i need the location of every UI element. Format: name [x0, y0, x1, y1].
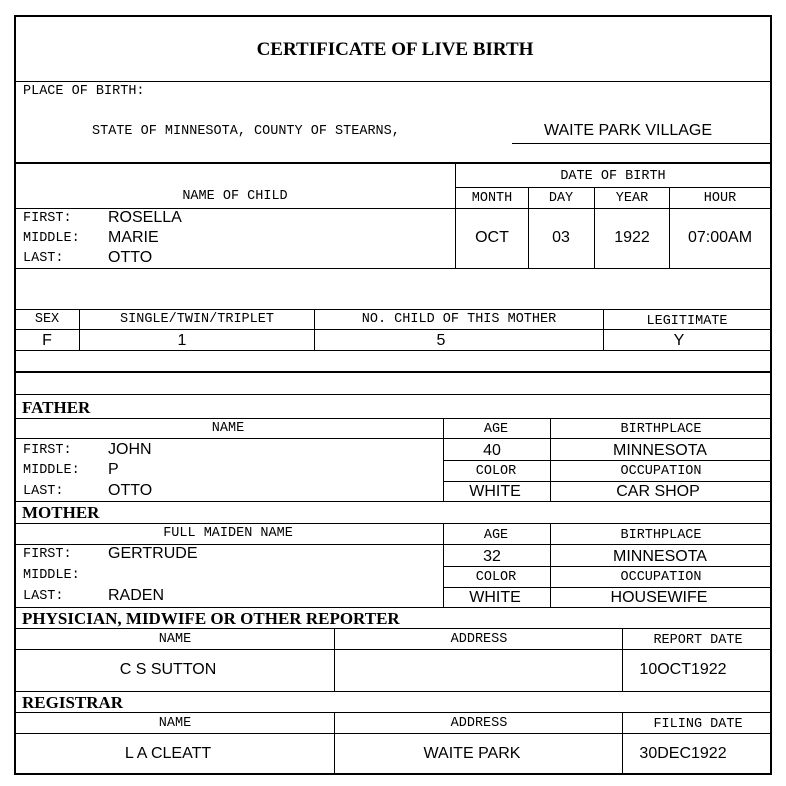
registrar-address-label: ADDRESS: [450, 716, 508, 731]
child-last: OTTO: [108, 249, 153, 266]
rule-physician-header: [16, 649, 770, 650]
rule-dob-header: [455, 187, 770, 188]
col-day-year: [594, 187, 595, 268]
rule-father-header: [16, 438, 770, 439]
col-father-name: [443, 418, 444, 501]
physician-address-label: ADDRESS: [450, 632, 508, 647]
father-color-label: COLOR: [475, 464, 517, 479]
father-color: WHITE: [469, 483, 521, 500]
plurality-value: 1: [177, 332, 187, 349]
sex-label: SEX: [34, 312, 60, 327]
father-first-label: FIRST:: [23, 443, 72, 458]
mother-color-label: COLOR: [475, 570, 517, 585]
father-last: OTTO: [108, 482, 153, 499]
col-child-dob: [455, 164, 456, 268]
col-father-age: [550, 418, 551, 501]
father-occupation-label: OCCUPATION: [620, 464, 702, 479]
mother-first-label: FIRST:: [23, 547, 72, 562]
col-plurality: [314, 309, 315, 350]
mother-middle-label: MIDDLE:: [23, 568, 80, 583]
father-last-label: LAST:: [23, 484, 64, 499]
rule-father-row-2: [443, 481, 770, 482]
place-locality: WAITE PARK VILLAGE: [543, 122, 713, 139]
place-state-county: STATE OF MINNESOTA, COUNTY OF STEARNS,: [92, 124, 400, 139]
registrar-name-label: NAME: [158, 716, 192, 731]
dob-header: DATE OF BIRTH: [560, 169, 666, 184]
rule-under-child: [16, 268, 770, 269]
dob-month: OCT: [475, 229, 509, 246]
father-middle-label: MIDDLE:: [23, 463, 80, 478]
registrar-date-label: FILING DATE: [653, 717, 743, 732]
rule-under-physician: [16, 691, 770, 692]
rule-under-details: [16, 350, 770, 351]
rule-father-title: [16, 418, 770, 419]
rule-separator-2: [16, 394, 770, 395]
father-age: 40: [483, 442, 501, 459]
col-physician-name: [334, 628, 335, 691]
child-middle: MARIE: [108, 229, 159, 246]
registrar-section-title: REGISTRAR: [22, 693, 124, 712]
col-year-hour: [669, 187, 670, 268]
mother-age-label: AGE: [483, 528, 509, 543]
child-number-value: 5: [436, 332, 446, 349]
physician-section-title: PHYSICIAN, MIDWIFE OR OTHER REPORTER: [22, 609, 400, 628]
mother-occupation-label: OCCUPATION: [620, 570, 702, 585]
rule-physician-title: [16, 628, 770, 629]
col-childnumber: [603, 309, 604, 350]
rule-father-row-1: [443, 460, 770, 461]
physician-name-label: NAME: [158, 632, 192, 647]
father-name-header: NAME: [211, 421, 245, 436]
rule-under-place: [16, 162, 770, 164]
father-first: JOHN: [108, 441, 152, 458]
rule-under-mother: [16, 607, 770, 608]
father-age-label: AGE: [483, 422, 509, 437]
rule-mother-row-1: [443, 566, 770, 567]
rule-registrar-header: [16, 733, 770, 734]
place-of-birth-label: PLACE OF BIRTH:: [23, 84, 145, 99]
dob-hour-label: HOUR: [703, 191, 737, 206]
mother-first: GERTRUDE: [108, 545, 198, 562]
col-registrar-name: [334, 712, 335, 773]
rule-above-details: [16, 309, 770, 310]
rule-locality-underline: [512, 143, 770, 144]
col-month-day: [528, 187, 529, 268]
father-occupation: CAR SHOP: [616, 483, 700, 500]
father-section-title: FATHER: [22, 398, 91, 417]
col-sex: [79, 309, 80, 350]
legitimate-value: Y: [673, 332, 685, 349]
rule-mother-row-2: [443, 587, 770, 588]
child-middle-label: MIDDLE:: [23, 231, 80, 246]
col-mother-name: [443, 523, 444, 607]
sex-value: F: [42, 332, 52, 349]
child-first: ROSELLA: [108, 209, 182, 226]
registrar-filing-date: 30DEC1922: [639, 745, 727, 762]
dob-day: 03: [552, 229, 570, 246]
col-physician-address: [622, 628, 623, 691]
dob-month-label: MONTH: [471, 191, 513, 206]
mother-section-title: MOTHER: [22, 503, 100, 522]
dob-year-label: YEAR: [615, 191, 649, 206]
certificate-title: CERTIFICATE OF LIVE BIRTH: [256, 39, 534, 60]
plurality-label: SINGLE/TWIN/TRIPLET: [120, 312, 274, 327]
child-first-label: FIRST:: [23, 211, 72, 226]
mother-occupation: HOUSEWIFE: [610, 589, 708, 606]
child-last-label: LAST:: [23, 251, 64, 266]
legitimate-label: LEGITIMATE: [646, 314, 728, 329]
rule-registrar-title: [16, 712, 770, 713]
mother-birthplace: MINNESOTA: [613, 548, 707, 565]
registrar-address: WAITE PARK: [423, 745, 521, 762]
birth-certificate-form: [14, 15, 772, 775]
physician-report-date: 10OCT1922: [639, 661, 727, 678]
col-mother-age: [550, 523, 551, 607]
father-middle: P: [108, 461, 119, 478]
physician-date-label: REPORT DATE: [653, 633, 743, 648]
child-name-header: NAME OF CHILD: [182, 189, 288, 204]
mother-last-label: LAST:: [23, 589, 64, 604]
father-birthplace: MINNESOTA: [613, 442, 707, 459]
rule-under-title: [16, 81, 770, 82]
mother-color: WHITE: [469, 589, 521, 606]
rule-under-father: [16, 501, 770, 502]
father-birthplace-label: BIRTHPLACE: [620, 422, 702, 437]
child-number-label: NO. CHILD OF THIS MOTHER: [361, 312, 557, 327]
registrar-name: L A CLEATT: [124, 745, 212, 762]
dob-day-label: DAY: [548, 191, 574, 206]
rule-separator-1: [16, 371, 770, 373]
dob-year: 1922: [614, 229, 650, 246]
physician-name: C S SUTTON: [119, 661, 217, 678]
mother-name-header: FULL MAIDEN NAME: [163, 526, 293, 541]
dob-hour: 07:00AM: [687, 229, 753, 246]
rule-mother-title: [16, 523, 770, 524]
rule-details-header: [16, 329, 770, 330]
mother-last: RADEN: [108, 587, 165, 604]
mother-birthplace-label: BIRTHPLACE: [620, 528, 702, 543]
col-registrar-address: [622, 712, 623, 773]
mother-age: 32: [483, 548, 501, 565]
